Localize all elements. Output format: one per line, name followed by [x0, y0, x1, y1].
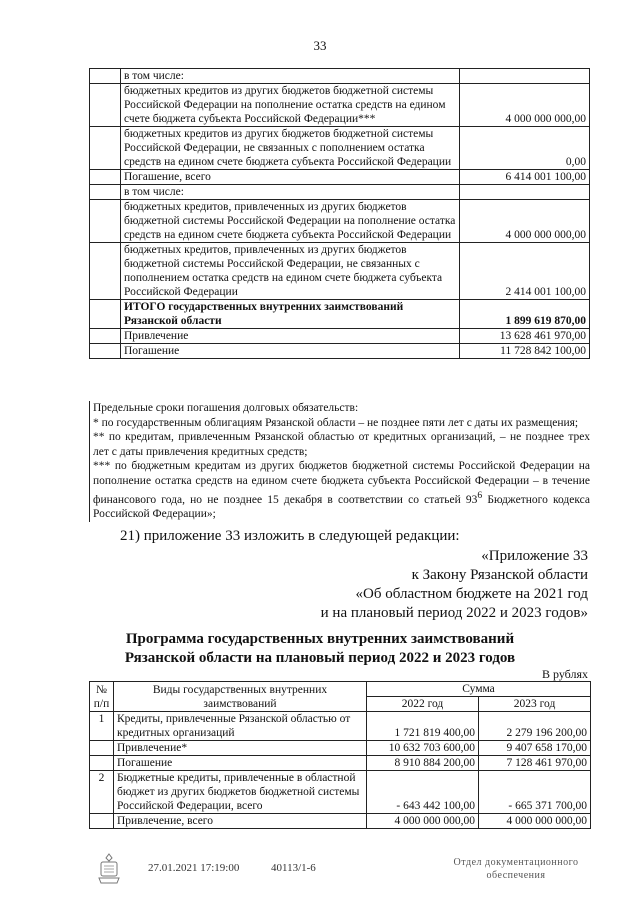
row-amount	[460, 69, 590, 84]
row-amount-2023: - 665 371 700,00	[479, 771, 591, 814]
row-amount: 0,00	[460, 127, 590, 170]
row-description: бюджетных кредитов, привлеченных из других бюджетов бюджетной системы Российской Федерации на пополнение остатка средств на едином счете бюджета субъекта Российской Федерации	[121, 200, 460, 243]
footnotes	[89, 401, 590, 522]
page-number: 33	[313, 38, 327, 53]
table-row	[90, 84, 590, 127]
row-amount-2023: 9 407 658 170,00	[479, 741, 591, 756]
row-number	[90, 756, 114, 771]
total-amount: 1 899 619 870,00	[460, 300, 590, 329]
appendix-header: «Приложение 33 к Закону Рязанской области «Об областном бюджете на 2021 год и на плановый период 2022 и 2023 годов»	[320, 548, 588, 621]
row-description: Погашение, всего	[121, 170, 460, 185]
footnote-3: *** по бюджетным кредитам из других бюджетов бюджетной системы Российской Федерации на пополнение остатка средств на едином счете бюджета субъекта Российской Федерации – в течение финансового года, но не позднее 15 декабря в соответствии со статьей $93^6$ Бюджетного кодекса Российской Федерации»;	[93, 460, 590, 520]
footnote-2: ** по кредитам, привлеченным Рязанской областью от кредитных организаций, – не позднее трех лет с даты привлечения кредитных средств;	[93, 431, 590, 458]
table-row	[90, 329, 590, 344]
row-amount-2023: 4 000 000 000,00	[479, 814, 591, 829]
row-amount: 4 000 000 000,00	[460, 84, 590, 127]
footer-datetime: 27.01.2021 17:19:00	[148, 862, 240, 874]
column-header-number: № п/п	[90, 682, 114, 712]
row-number	[90, 814, 114, 829]
row-number: 2	[90, 771, 114, 814]
row-amount-2023: 7 128 461 970,00	[479, 756, 591, 771]
row-description: Бюджетные кредиты, привлеченные в областной бюджет из других бюджетов бюджетной системы Российской Федерации, всего	[114, 771, 367, 814]
row-description: в том числе:	[121, 69, 460, 84]
row-amount-2022: 1 721 819 400,00	[367, 712, 479, 741]
footnote-1: * по государственным облигациям Рязанской области – не позднее пяти лет с даты их размещения;	[93, 416, 579, 429]
column-header-2022: 2022 год	[367, 697, 479, 712]
row-amount: 13 628 461 970,00	[460, 329, 590, 344]
row-amount: 2 414 001 100,00	[460, 243, 590, 300]
coat-of-arms-stamp-icon	[96, 852, 122, 886]
row-description: бюджетных кредитов, привлеченных из других бюджетов бюджетной системы Российской Федерации, не связанных с пополнением остатка средств на едином счете бюджета субъекта Российской Федерации	[121, 243, 460, 300]
table-row	[90, 200, 590, 243]
borrowings-table-continued	[89, 68, 590, 359]
row-amount-2023: 2 279 196 200,00	[479, 712, 591, 741]
row-description: Привлечение	[121, 329, 460, 344]
total-row	[90, 300, 590, 329]
row-amount: 6 414 001 100,00	[460, 170, 590, 185]
row-description: в том числе:	[121, 185, 460, 200]
row-description: Привлечение, всего	[114, 814, 367, 829]
row-amount-2022: 4 000 000 000,00	[367, 814, 479, 829]
footer-document-code: 40113/1-6	[271, 862, 316, 874]
table-header-row	[90, 682, 591, 697]
table-row	[90, 814, 591, 829]
total-description: ИТОГО государственных внутренних заимствований Рязанской области	[121, 300, 460, 329]
row-description: бюджетных кредитов из других бюджетов бюджетной системы Российской Федерации, не связанных с пополнением остатка средств на едином счете бюджета субъекта Российской Федерации	[121, 127, 460, 170]
row-amount: 11 728 842 100,00	[460, 344, 590, 359]
row-description: Погашение	[114, 756, 367, 771]
table-row	[90, 756, 591, 771]
borrowings-program-table	[89, 681, 591, 829]
row-number	[90, 741, 114, 756]
column-header-sum: Сумма	[367, 682, 591, 697]
table-row	[90, 771, 591, 814]
column-header-2023: 2023 год	[479, 697, 591, 712]
units-label: В рублях	[541, 667, 588, 681]
row-description: Привлечение*	[114, 741, 367, 756]
table-row	[90, 741, 591, 756]
row-description: бюджетных кредитов из других бюджетов бюджетной системы Российской Федерации на пополнение остатка средств на едином счете бюджета субъекта Российской Федерации***	[121, 84, 460, 127]
document-title: Программа государственных внутренних заимствований Рязанской области на плановый период 2022 и 2023 годов	[124, 631, 516, 666]
table-row	[90, 185, 590, 200]
row-amount-2022: - 643 442 100,00	[367, 771, 479, 814]
row-amount-2022: 10 632 703 600,00	[367, 741, 479, 756]
row-description: Кредиты, привлеченные Рязанской областью от кредитных организаций	[114, 712, 367, 741]
row-amount	[460, 185, 590, 200]
row-number: 1	[90, 712, 114, 741]
table-row	[90, 712, 591, 741]
table-row	[90, 170, 590, 185]
row-description: Погашение	[121, 344, 460, 359]
row-amount-2022: 8 910 884 200,00	[367, 756, 479, 771]
table-row	[90, 243, 590, 300]
amendment-clause: 21) приложение 33 изложить в следующей редакции:	[120, 528, 460, 544]
footer-department-stamp: Отдел документационного обеспечения	[453, 857, 579, 881]
table-row	[90, 344, 590, 359]
row-amount: 4 000 000 000,00	[460, 200, 590, 243]
column-header-type: Виды государственных внутренних заимствований	[114, 682, 367, 712]
table-row	[90, 127, 590, 170]
table-row	[90, 69, 590, 84]
footnotes-heading: Предельные сроки погашения долговых обязательств:	[93, 402, 359, 414]
